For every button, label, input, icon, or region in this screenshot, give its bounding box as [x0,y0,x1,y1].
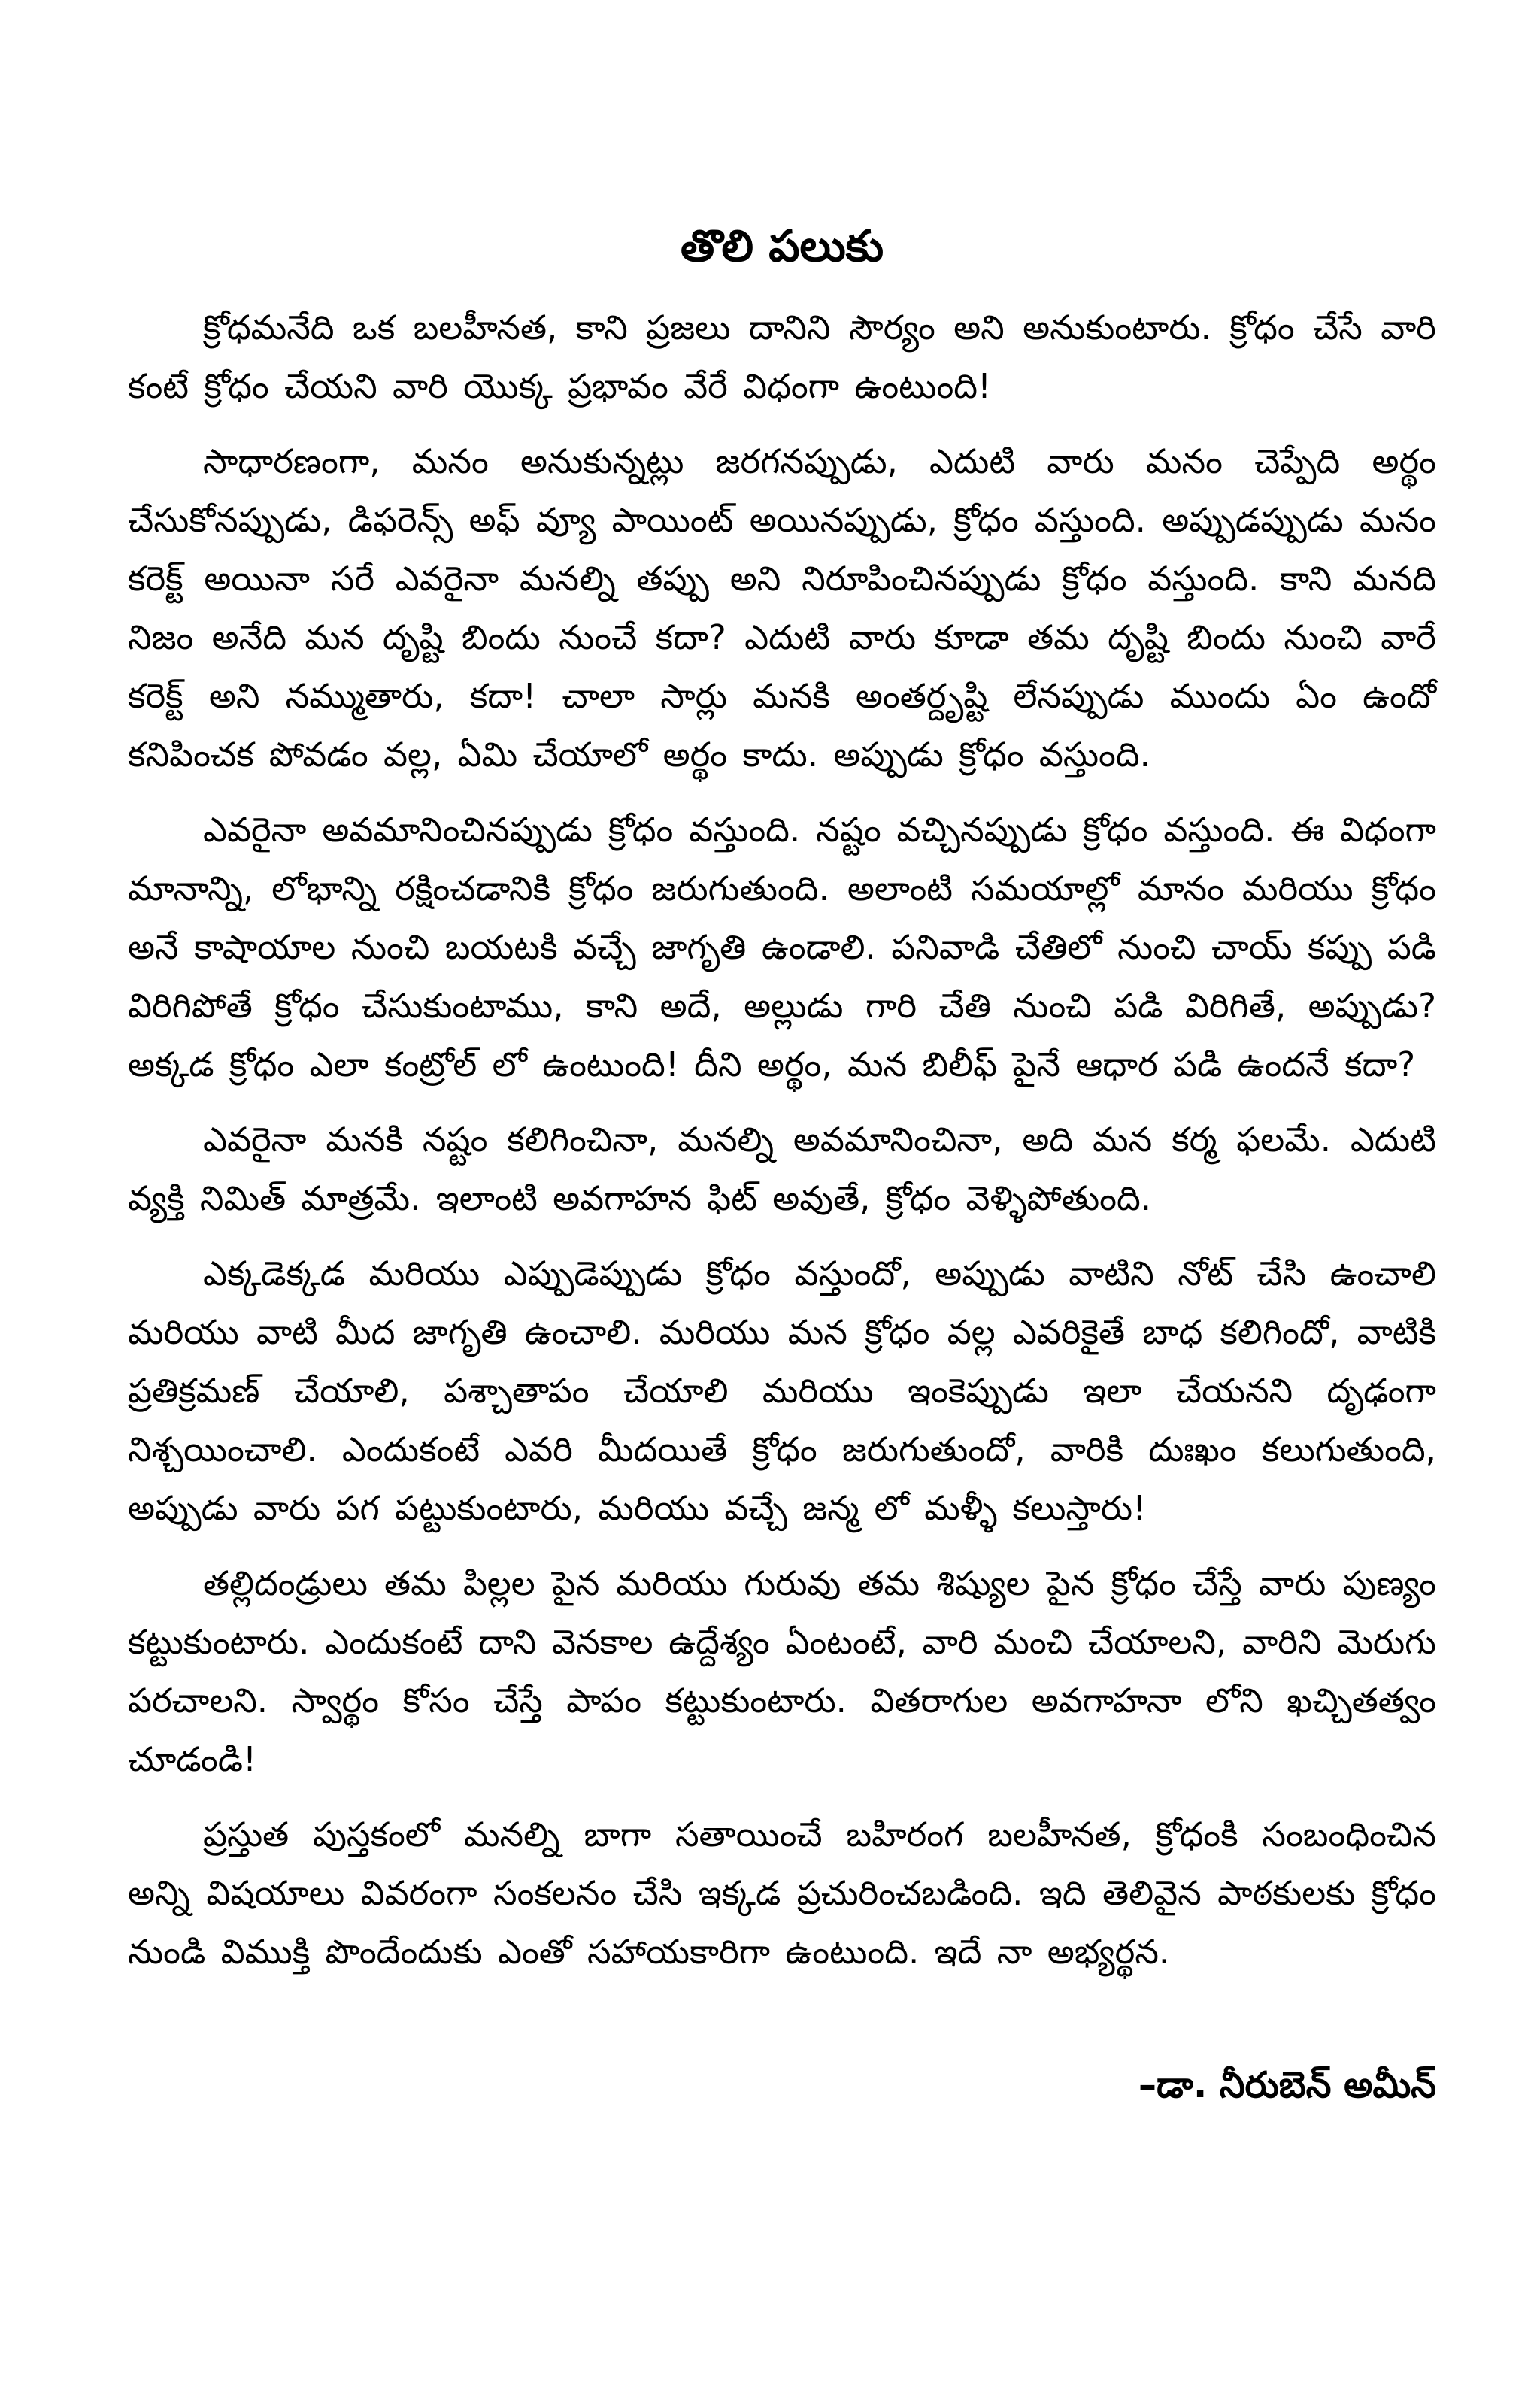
paragraph-4: ఎవరైనా మనకి నష్టం కలిగించినా, మనల్ని అవమానించినా, అది మన కర్మ ఫలమే. ఎదుటి వ్యక్తి నిమిత్ మాత్రమే. ఇలాంటి అవగాహన ఫిట్ అవుతే, క్రోధం వెళ్ళిపోతుంది. [128,1120,1436,1219]
paragraph-3: ఎవరైనా అవమానించినప్పుడు క్రోధం వస్తుంది. నష్టం వచ్చినప్పుడు క్రోధం వస్తుంది. ఈ విధంగా మానాన్ని, లోభాన్ని రక్షించడానికి క్రోధం జరుగుతుంది. అలాంటి సమయాల్లో మానం మరియు క్రోధం అనే కాషాయాల నుంచి బయటకి వచ్చే జాగృతి ఉండాలి. పనివాడి చేతిలో నుంచి చాయ్ కప్పు పడి విరిగిపోతే క్రోధం చేసుకుంటాము, కాని అదే, అల్లుడు గారి చేతి నుంచి పడి విరిగితే, అప్పుడు? అక్కడ క్రోధం ఎలా కంట్రోల్ లో ఉంటుంది! దీని అర్థం, మన బిలీఫ్ పైనే ఆధార పడి ఉందనే కదా? [128,810,1436,1085]
paragraph-1: క్రోధమనేది ఒక బలహీనత, కాని ప్రజలు దానిని సౌర్యం అని అనుకుంటారు. క్రోధం చేసే వారి కంటే క్రోధం చేయని వారి యొక్క ప్రభావం వేరే విధంగా ఉంటుంది! [128,308,1436,407]
paragraph-6: తల్లిదండ్రులు తమ పిల్లల పైన మరియు గురువు తమ శిష్యుల పైన క్రోధం చేస్తే వారు పుణ్యం కట్టుకుంటారు. ఎందుకంటే దాని వెనకాల ఉద్దేశ్యం ఏంటంటే, వారి మంచి చేయాలని, వారిని మెరుగు పరచాలని. స్వార్థం కోసం చేస్తే పాపం కట్టుకుంటారు. వితరాగుల అవగాహనా లోని ఖచ్చితత్వం చూడండి! [128,1563,1436,1780]
paragraph-5: ఎక్కడెక్కడ మరియు ఎప్పుడెప్పుడు క్రోధం వస్తుందో, అప్పుడు వాటిని నోట్ చేసి ఉంచాలి మరియు వాటి మీద జాగృతి ఉంచాలి. మరియు మన క్రోధం వల్ల ఎవరికైతే బాధ కలిగిందో, వాటికి ప్రతిక్రమణ్ చేయాలి, పశ్చాతాపం చేయాలి మరియు ఇంకెప్పుడు ఇలా చేయనని దృఢంగా నిశ్చయించాలి. ఎందుకంటే ఎవరి మీదయితే క్రోధం జరుగుతుందో, వారికి దుఃఖం కలుగుతుంది, అప్పుడు వారు పగ పట్టుకుంటారు, మరియు వచ్చే జన్మ లో మళ్ళీ కలుస్తారు! [128,1254,1436,1529]
paragraph-7: ప్రస్తుత పుస్తకంలో మనల్ని బాగా సతాయించే బహిరంగ బలహీనత, క్రోధంకి సంబంధించిన అన్ని విషయాలు వివరంగా సంకలనం చేసి ఇక్కడ ప్రచురించబడింది. ఇది తెలివైన పాఠకులకు క్రోధం నుండి విముక్తి పొందేందుకు ఎంతో సహాయకారిగా ఉంటుంది. ఇదే నా అభ్యర్థన. [128,1814,1436,1972]
document-page [128,218,1436,2115]
author-signature: –డా. నీరుబెన్ అమీన్ [1138,2064,1436,2107]
page-title: తొలి పలుకు [680,220,884,271]
paragraph-2: సాధారణంగా, మనం అనుకున్నట్లు జరగనప్పుడు, ఎదుటి వారు మనం చెప్పేది అర్థం చేసుకోనప్పుడు, డిఫరెన్స్ అఫ్ వ్యూ పాయింట్ అయినప్పుడు, క్రోధం వస్తుంది. అప్పుడప్పుడు మనం కరెక్ట్ అయినా సరే ఎవరైనా మనల్ని తప్పు అని నిరూపించినప్పుడు క్రోధం వస్తుంది. కాని మనది నిజం అనేది మన దృష్టి బిందు నుంచే కదా? ఎదుటి వారు కూడా తమ దృష్టి బిందు నుంచి వారే కరెక్ట్ అని నమ్ముతారు, కదా! చాలా సార్లు మనకి అంతర్దృష్టి లేనప్పుడు ముందు ఏం ఉందో కనిపించక పోవడం వల్ల, ఏమి చేయాలో అర్థం కాదు. అప్పుడు క్రోధం వస్తుంది. [128,441,1436,775]
